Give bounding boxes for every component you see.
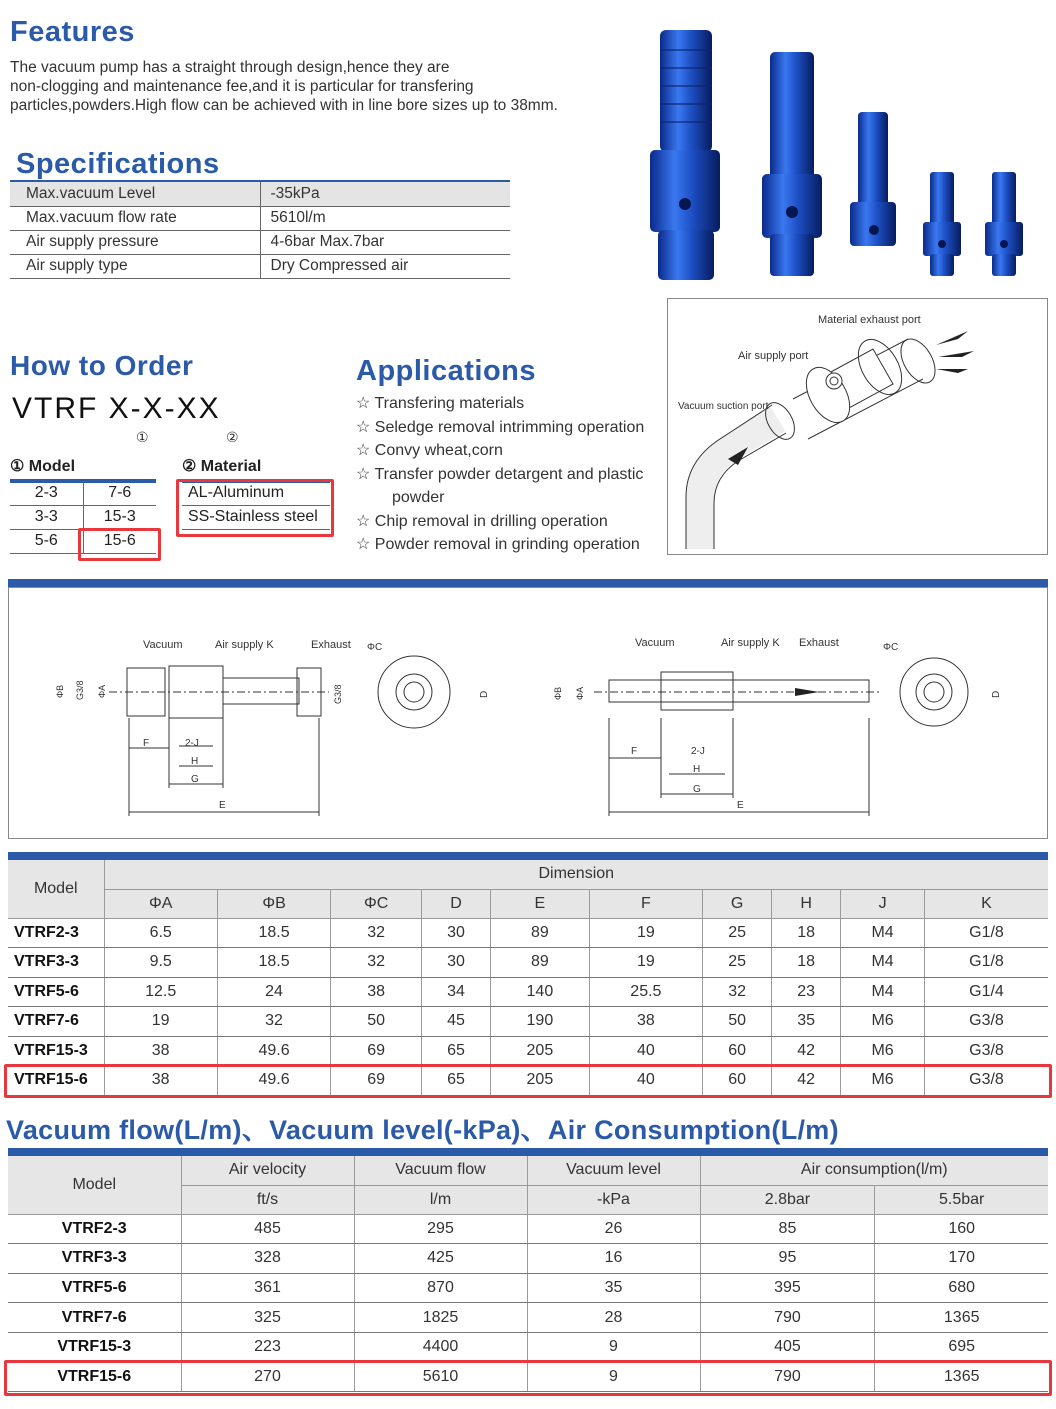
model-name-cell: VTRF2-3 (8, 1214, 181, 1244)
value-cell: 32 (703, 977, 772, 1007)
value-cell: 18.5 (217, 948, 330, 978)
value-cell: 30 (422, 948, 491, 978)
dwg-phib-left: ΦB (55, 684, 65, 698)
value-cell: 40 (589, 1066, 702, 1096)
pump-medium (762, 52, 822, 276)
dimension-table (8, 860, 1048, 1096)
dwg-phic-left: ΦC (367, 642, 383, 653)
dimension-row (8, 1036, 1048, 1066)
value-cell: 25 (703, 918, 772, 948)
applications-list (356, 392, 644, 557)
model-cell: 7-6 (83, 481, 156, 505)
value-cell: G1/8 (924, 948, 1048, 978)
model-cell: 3-3 (10, 505, 83, 529)
dim-col: D (422, 889, 491, 918)
value-cell: 25.5 (589, 977, 702, 1007)
spec-value: -35kPa (260, 182, 510, 206)
value-cell: 38 (589, 1007, 702, 1037)
pump-large (650, 30, 720, 280)
model-name-cell: VTRF5-6 (8, 977, 104, 1007)
highlight-model (78, 528, 161, 561)
value-cell: 9.5 (104, 948, 217, 978)
dwg-2j-left: 2-J (185, 738, 199, 749)
value-cell: 49.6 (217, 1066, 330, 1096)
pump-tiny (985, 172, 1023, 276)
dim-col: J (841, 889, 925, 918)
dim-col: ΦB (217, 889, 330, 918)
value-cell: 42 (772, 1066, 841, 1096)
model-cell: 5-6 (10, 529, 83, 553)
value-cell: 170 (875, 1244, 1048, 1274)
model-cell: 15-3 (83, 505, 156, 529)
vac-unit: 5.5bar (875, 1185, 1048, 1214)
dwg-phia-left: ΦA (97, 684, 107, 698)
dwg-exhaust-left: Exhaust (311, 639, 351, 651)
value-cell: 870 (354, 1273, 527, 1303)
value-cell: 38 (104, 1066, 217, 1096)
dwg-g38-left: G3/8 (75, 680, 85, 700)
features-text: The vacuum pump has a straight through design,hence they are non-clogging and maintenance fee,and it is particular for transfering particles,powders.High flow can be achieved with in line bore sizes up to 38mm. (10, 59, 558, 114)
value-cell: 19 (104, 1007, 217, 1037)
dimension-bar (8, 852, 1048, 860)
spec-label: Max.vacuum flow rate (10, 206, 260, 230)
value-cell: 69 (331, 1066, 422, 1096)
product-image (630, 22, 1050, 284)
value-cell: 9 (527, 1332, 700, 1362)
dwg-air-supply-right: Air supply K (721, 637, 780, 649)
vac-unit: l/m (354, 1185, 527, 1214)
value-cell: M4 (841, 948, 925, 978)
value-cell: 485 (181, 1214, 354, 1244)
model-name-cell: VTRF3-3 (8, 948, 104, 978)
dwg-g-right: G (693, 784, 701, 795)
value-cell: 18.5 (217, 918, 330, 948)
order-code: VTRF X-X-XX (12, 392, 221, 425)
dwg-d-right: D (991, 690, 1002, 698)
value-cell: 49.6 (217, 1036, 330, 1066)
value-cell: 32 (331, 918, 422, 948)
value-cell: 50 (703, 1007, 772, 1037)
value-cell: 89 (491, 918, 590, 948)
vac-unit: -kPa (527, 1185, 700, 1214)
label-suction-port: Vacuum suction port (678, 401, 769, 412)
value-cell: 18 (772, 948, 841, 978)
vac-consumption-header: Air consumption(l/m) (700, 1156, 1048, 1185)
dwg-vacuum-left: Vacuum (143, 639, 183, 651)
value-cell: G1/4 (924, 977, 1048, 1007)
value-cell: 18 (772, 918, 841, 948)
value-cell: 328 (181, 1244, 354, 1274)
highlight-dimension-row (4, 1064, 1052, 1098)
technical-drawing (8, 587, 1048, 839)
material-cell: SS-Stainless steel (182, 505, 330, 529)
dwg-exhaust-right: Exhaust (799, 637, 839, 649)
value-cell: 26 (527, 1214, 700, 1244)
value-cell: 790 (700, 1362, 875, 1392)
spec-row (10, 206, 510, 230)
dwg-vacuum-right: Vacuum (635, 637, 675, 649)
value-cell: M4 (841, 918, 925, 948)
model-cell: 15-6 (83, 529, 156, 553)
application-item: ☆ Transfering materials (356, 395, 525, 412)
highlight-vacuum-row (4, 1360, 1052, 1396)
value-cell: 89 (491, 948, 590, 978)
dim-col: E (491, 889, 590, 918)
value-cell: 32 (217, 1007, 330, 1037)
spec-value: Dry Compressed air (260, 254, 510, 278)
dim-col: H (772, 889, 841, 918)
application-item: powder (392, 489, 445, 506)
value-cell: 60 (703, 1036, 772, 1066)
value-cell: 25 (703, 948, 772, 978)
value-cell: G1/8 (924, 918, 1048, 948)
value-cell: G3/8 (924, 1036, 1048, 1066)
spec-label: Max.vacuum Level (10, 182, 260, 206)
value-cell: 190 (491, 1007, 590, 1037)
dim-col: ΦC (331, 889, 422, 918)
pump-mini (923, 172, 961, 276)
value-cell: 16 (527, 1244, 700, 1274)
value-cell: 223 (181, 1332, 354, 1362)
dwg-g-left: G (191, 774, 199, 785)
model-row (10, 505, 156, 529)
dimension-column-row (8, 889, 1048, 918)
value-cell: 35 (772, 1007, 841, 1037)
value-cell: 30 (422, 918, 491, 948)
model-name-cell: VTRF15-3 (8, 1332, 181, 1362)
spec-row (10, 230, 510, 254)
spec-value: 4-6bar Max.7bar (260, 230, 510, 254)
dim-col: ΦA (104, 889, 217, 918)
value-cell: 38 (331, 977, 422, 1007)
value-cell: 270 (181, 1362, 354, 1392)
dwg-phic-right: ΦC (883, 642, 899, 653)
value-cell: 295 (354, 1214, 527, 1244)
dwg-2j-right: 2-J (691, 746, 705, 757)
dwg-f-left: F (143, 738, 150, 749)
dwg-g38b-left: G3/8 (333, 684, 343, 704)
vacuum-table (8, 1156, 1048, 1392)
model-cell: 2-3 (10, 481, 83, 505)
value-cell: M6 (841, 1007, 925, 1037)
model-name-cell: VTRF5-6 (8, 1273, 181, 1303)
model-heading: ① Model (10, 458, 76, 475)
value-cell: 35 (527, 1273, 700, 1303)
value-cell: 140 (491, 977, 590, 1007)
dwg-f-right: F (631, 746, 638, 757)
dim-col: K (924, 889, 1048, 918)
features-title: Features (10, 16, 135, 48)
vacuum-row (8, 1332, 1048, 1362)
value-cell: 405 (700, 1332, 875, 1362)
model-name-cell: VTRF15-3 (8, 1036, 104, 1066)
value-cell: 45 (422, 1007, 491, 1037)
value-cell: 160 (875, 1214, 1048, 1244)
value-cell: 361 (181, 1273, 354, 1303)
dwg-phia-right: ΦA (575, 686, 585, 700)
value-cell: 4400 (354, 1332, 527, 1362)
vac-unit: 2.8bar (700, 1185, 875, 1214)
value-cell: 42 (772, 1036, 841, 1066)
value-cell: 12.5 (104, 977, 217, 1007)
model-name-cell: VTRF7-6 (8, 1303, 181, 1333)
highlight-material (176, 479, 334, 537)
value-cell: 24 (217, 977, 330, 1007)
model-name-cell: VTRF15-6 (8, 1066, 104, 1096)
value-cell: 60 (703, 1066, 772, 1096)
vac-air-velocity-header: Air velocity (181, 1156, 354, 1185)
vacuum-title: Vacuum flow(L/m)、Vacuum level(-kPa)、Air Consumption(L/m) (6, 1115, 839, 1145)
model-name-cell: VTRF7-6 (8, 1007, 104, 1037)
dim-col: F (589, 889, 702, 918)
value-cell: 38 (104, 1036, 217, 1066)
value-cell: 65 (422, 1066, 491, 1096)
value-cell: 1365 (875, 1362, 1048, 1392)
dimension-header-row (8, 860, 1048, 889)
spec-label: Air supply type (10, 254, 260, 278)
label-supply-port: Air supply port (738, 350, 809, 362)
specifications-table (10, 182, 510, 279)
spec-value: 5610l/m (260, 206, 510, 230)
application-item: ☆ Convy wheat,corn (356, 442, 503, 459)
dwg-d-left: D (479, 690, 490, 698)
value-cell: 19 (589, 948, 702, 978)
vac-flow-header: Vacuum flow (354, 1156, 527, 1185)
value-cell: G3/8 (924, 1007, 1048, 1037)
model-name-cell: VTRF3-3 (8, 1244, 181, 1274)
dim-col: G (703, 889, 772, 918)
application-item: ☆ Seledge removal intrimming operation (356, 418, 645, 436)
model-name-cell: VTRF15-6 (8, 1362, 181, 1392)
pump-small (850, 112, 896, 246)
drawing-top-bar (8, 579, 1048, 587)
value-cell: 6.5 (104, 918, 217, 948)
value-cell: 28 (527, 1303, 700, 1333)
vac-unit: ft/s (181, 1185, 354, 1214)
value-cell: M6 (841, 1036, 925, 1066)
value-cell: 5610 (354, 1362, 527, 1392)
application-item: ☆ Transfer powder detargent and plastic (356, 465, 644, 483)
how-to-order-title: How to Order (10, 350, 194, 381)
value-cell: 325 (181, 1303, 354, 1333)
value-cell: 9 (527, 1362, 700, 1392)
spec-row (10, 254, 510, 278)
value-cell: 205 (491, 1036, 590, 1066)
applications-title: Applications (356, 355, 537, 387)
dim-group-header: Dimension (104, 860, 1048, 889)
dwg-e-left: E (219, 800, 226, 811)
value-cell: M4 (841, 977, 925, 1007)
vacuum-row (8, 1303, 1048, 1333)
value-cell: 32 (331, 948, 422, 978)
principle-diagram (667, 298, 1048, 555)
dimension-row (8, 948, 1048, 978)
value-cell: 680 (875, 1273, 1048, 1303)
dimension-drawing (9, 588, 1047, 838)
vacuum-header-row (8, 1156, 1048, 1185)
value-cell: 34 (422, 977, 491, 1007)
value-cell: 40 (589, 1036, 702, 1066)
vac-model-header: Model (8, 1156, 181, 1214)
dimension-row (8, 1007, 1048, 1037)
vacuum-row (8, 1273, 1048, 1303)
model-row (10, 481, 156, 505)
value-cell: M6 (841, 1066, 925, 1096)
value-cell: 790 (700, 1303, 875, 1333)
dimension-row (8, 918, 1048, 948)
vacuum-row (8, 1214, 1048, 1244)
principle-drawing (668, 299, 1047, 554)
dwg-phib-right: ΦB (553, 686, 563, 700)
value-cell: 95 (700, 1244, 875, 1274)
value-cell: 19 (589, 918, 702, 948)
dim-model-header: Model (8, 860, 104, 918)
value-cell: 1365 (875, 1303, 1048, 1333)
label-exhaust-port: Material exhaust port (818, 314, 921, 326)
model-name-cell: VTRF2-3 (8, 918, 104, 948)
application-item: ☆ Powder removal in grinding operation (356, 536, 640, 553)
value-cell: 69 (331, 1036, 422, 1066)
material-cell: AL-Aluminum (182, 481, 330, 505)
mark-2: ② (226, 429, 239, 445)
value-cell: G3/8 (924, 1066, 1048, 1096)
value-cell: 50 (331, 1007, 422, 1037)
application-item: ☆ Chip removal in drilling operation (356, 512, 608, 530)
value-cell: 695 (875, 1332, 1048, 1362)
dwg-e-right: E (737, 800, 744, 811)
value-cell: 205 (491, 1066, 590, 1096)
spec-row (10, 182, 510, 206)
dwg-h-right: H (693, 764, 701, 775)
dwg-h-left: H (191, 756, 199, 767)
dwg-air-supply-left: Air supply K (215, 639, 274, 651)
vacuum-bar (8, 1148, 1048, 1156)
value-cell: 65 (422, 1036, 491, 1066)
vac-level-header: Vacuum level (527, 1156, 700, 1185)
dimension-row (8, 977, 1048, 1007)
value-cell: 425 (354, 1244, 527, 1274)
value-cell: 1825 (354, 1303, 527, 1333)
vacuum-row (8, 1244, 1048, 1274)
spec-label: Air supply pressure (10, 230, 260, 254)
value-cell: 85 (700, 1214, 875, 1244)
value-cell: 23 (772, 977, 841, 1007)
material-heading: ② Material (182, 458, 262, 475)
value-cell: 395 (700, 1273, 875, 1303)
mark-1: ① (136, 429, 149, 445)
specifications-title: Specifications (16, 148, 220, 180)
